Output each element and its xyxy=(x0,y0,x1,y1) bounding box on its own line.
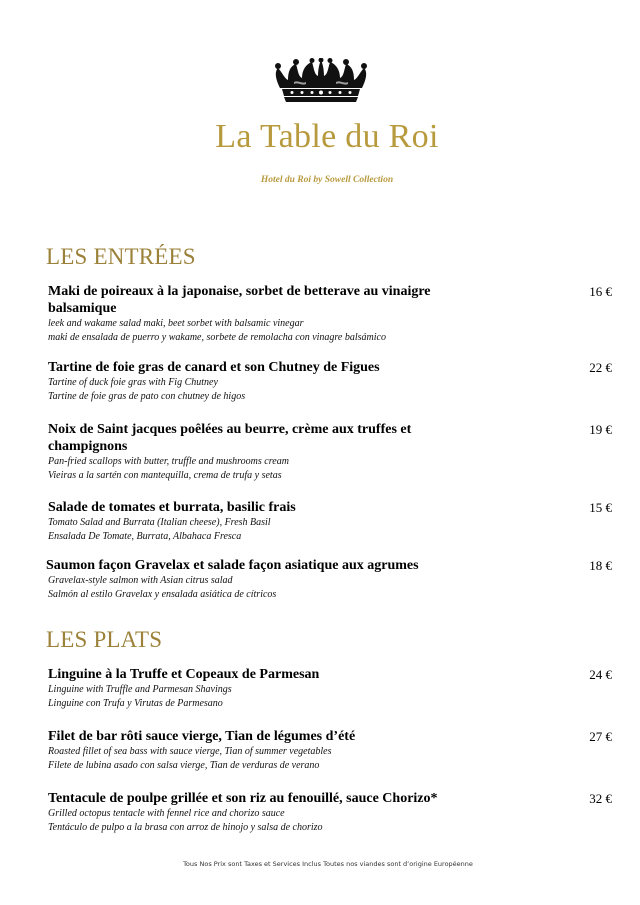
menu-item-desc-es: Filete de lubina asado con salsa vierge, Tian de verduras de verano xyxy=(48,760,320,771)
restaurant-title: La Table du Roi xyxy=(215,118,439,155)
menu-item-desc-es: Vieiras a la sartén con mantequilla, crema de trufa y setas xyxy=(48,470,282,481)
section-title-entrees: LES ENTRÉES xyxy=(46,244,196,269)
section-title-plats: LES PLATS xyxy=(46,627,163,652)
menu-item xyxy=(48,666,612,711)
menu-item xyxy=(48,359,612,404)
menu-item-desc-es: Tentáculo de pulpo a la brasa con arroz de hinojo y salsa de chorizo xyxy=(48,822,323,833)
menu-item-name: Maki de poireaux à la japonaise, sorbet de betterave au vinaigre balsamique xyxy=(48,284,431,316)
menu-item-desc-es: Ensalada De Tomate, Burrata, Albahaca Fresca xyxy=(48,531,242,542)
menu-item-price: 19 € xyxy=(589,422,612,437)
menu-item-price: 16 € xyxy=(589,284,612,299)
menu-item-desc-es: Tartine de foie gras de pato con chutney de higos xyxy=(48,391,246,402)
menu-item-name: Filet de bar rôti sauce vierge, Tian de légumes d’été xyxy=(48,729,356,744)
menu-item-desc-en: Pan-fried scallops with butter, truffle and mushrooms cream xyxy=(48,456,289,467)
menu-item-name: Salade de tomates et burrata, basilic frais xyxy=(48,500,296,515)
menu-item-name: Tentacule de poulpe grillée et son riz au fenouillé, sauce Chorizo* xyxy=(48,791,438,806)
hotel-subtitle: Hotel du Roi by Sowell Collection xyxy=(260,175,394,185)
menu-item-desc-en: Roasted fillet of sea bass with sauce vierge, Tian of summer vegetables xyxy=(48,746,332,757)
menu-item-desc-es: maki de ensalada de puerro y wakame, sorbete de remolacha con vinagre balsámico xyxy=(48,332,386,343)
menu-item-price: 15 € xyxy=(589,500,612,515)
menu-item xyxy=(48,421,612,483)
menu-item-desc-es: Salmón al estilo Gravelax y ensalada asiática de cítricos xyxy=(48,589,277,600)
menu-item xyxy=(48,728,612,773)
crown-icon xyxy=(272,58,370,104)
menu-item-name: Saumon façon Gravelax et salade façon asiatique aux agrumes xyxy=(46,558,419,573)
menu-item-name: Noix de Saint jacques poêlées au beurre, crème aux truffes et champignons xyxy=(48,422,412,454)
menu-item-desc-en: Linguine with Truffle and Parmesan Shavings xyxy=(48,684,232,695)
menu-item-desc-en: Tomato Salad and Burrata (Italian cheese), Fresh Basil xyxy=(48,517,271,528)
menu-item-desc-en: Tartine of duck foie gras with Fig Chutney xyxy=(48,377,218,388)
menu-item-desc-en: Gravelax-style salmon with Asian citrus salad xyxy=(48,575,233,586)
footer-note: Tous Nos Prix sont Taxes et Services Inclus Toutes nos viandes sont d’origine Européenne xyxy=(183,860,473,868)
menu-item xyxy=(48,790,612,835)
menu-item-price: 32 € xyxy=(589,791,612,806)
menu-item-price: 22 € xyxy=(589,360,612,375)
menu-item-price: 27 € xyxy=(589,729,612,744)
menu-item-price: 18 € xyxy=(589,558,612,573)
menu-item-desc-en: leek and wakame salad maki, beet sorbet with balsamic vinegar xyxy=(48,318,304,329)
menu-item-desc-en: Grilled octopus tentacle with fennel rice and chorizo sauce xyxy=(48,808,285,819)
menu-item xyxy=(48,499,612,544)
menu-item-name: Linguine à la Truffe et Copeaux de Parmesan xyxy=(48,667,320,682)
menu-item-price: 24 € xyxy=(589,667,612,682)
menu-item xyxy=(48,283,612,345)
menu-item xyxy=(46,557,612,602)
menu-item-desc-es: Linguine con Trufa y Virutas de Parmesano xyxy=(48,698,223,709)
menu-item-name: Tartine de foie gras de canard et son Chutney de Figues xyxy=(48,360,380,375)
